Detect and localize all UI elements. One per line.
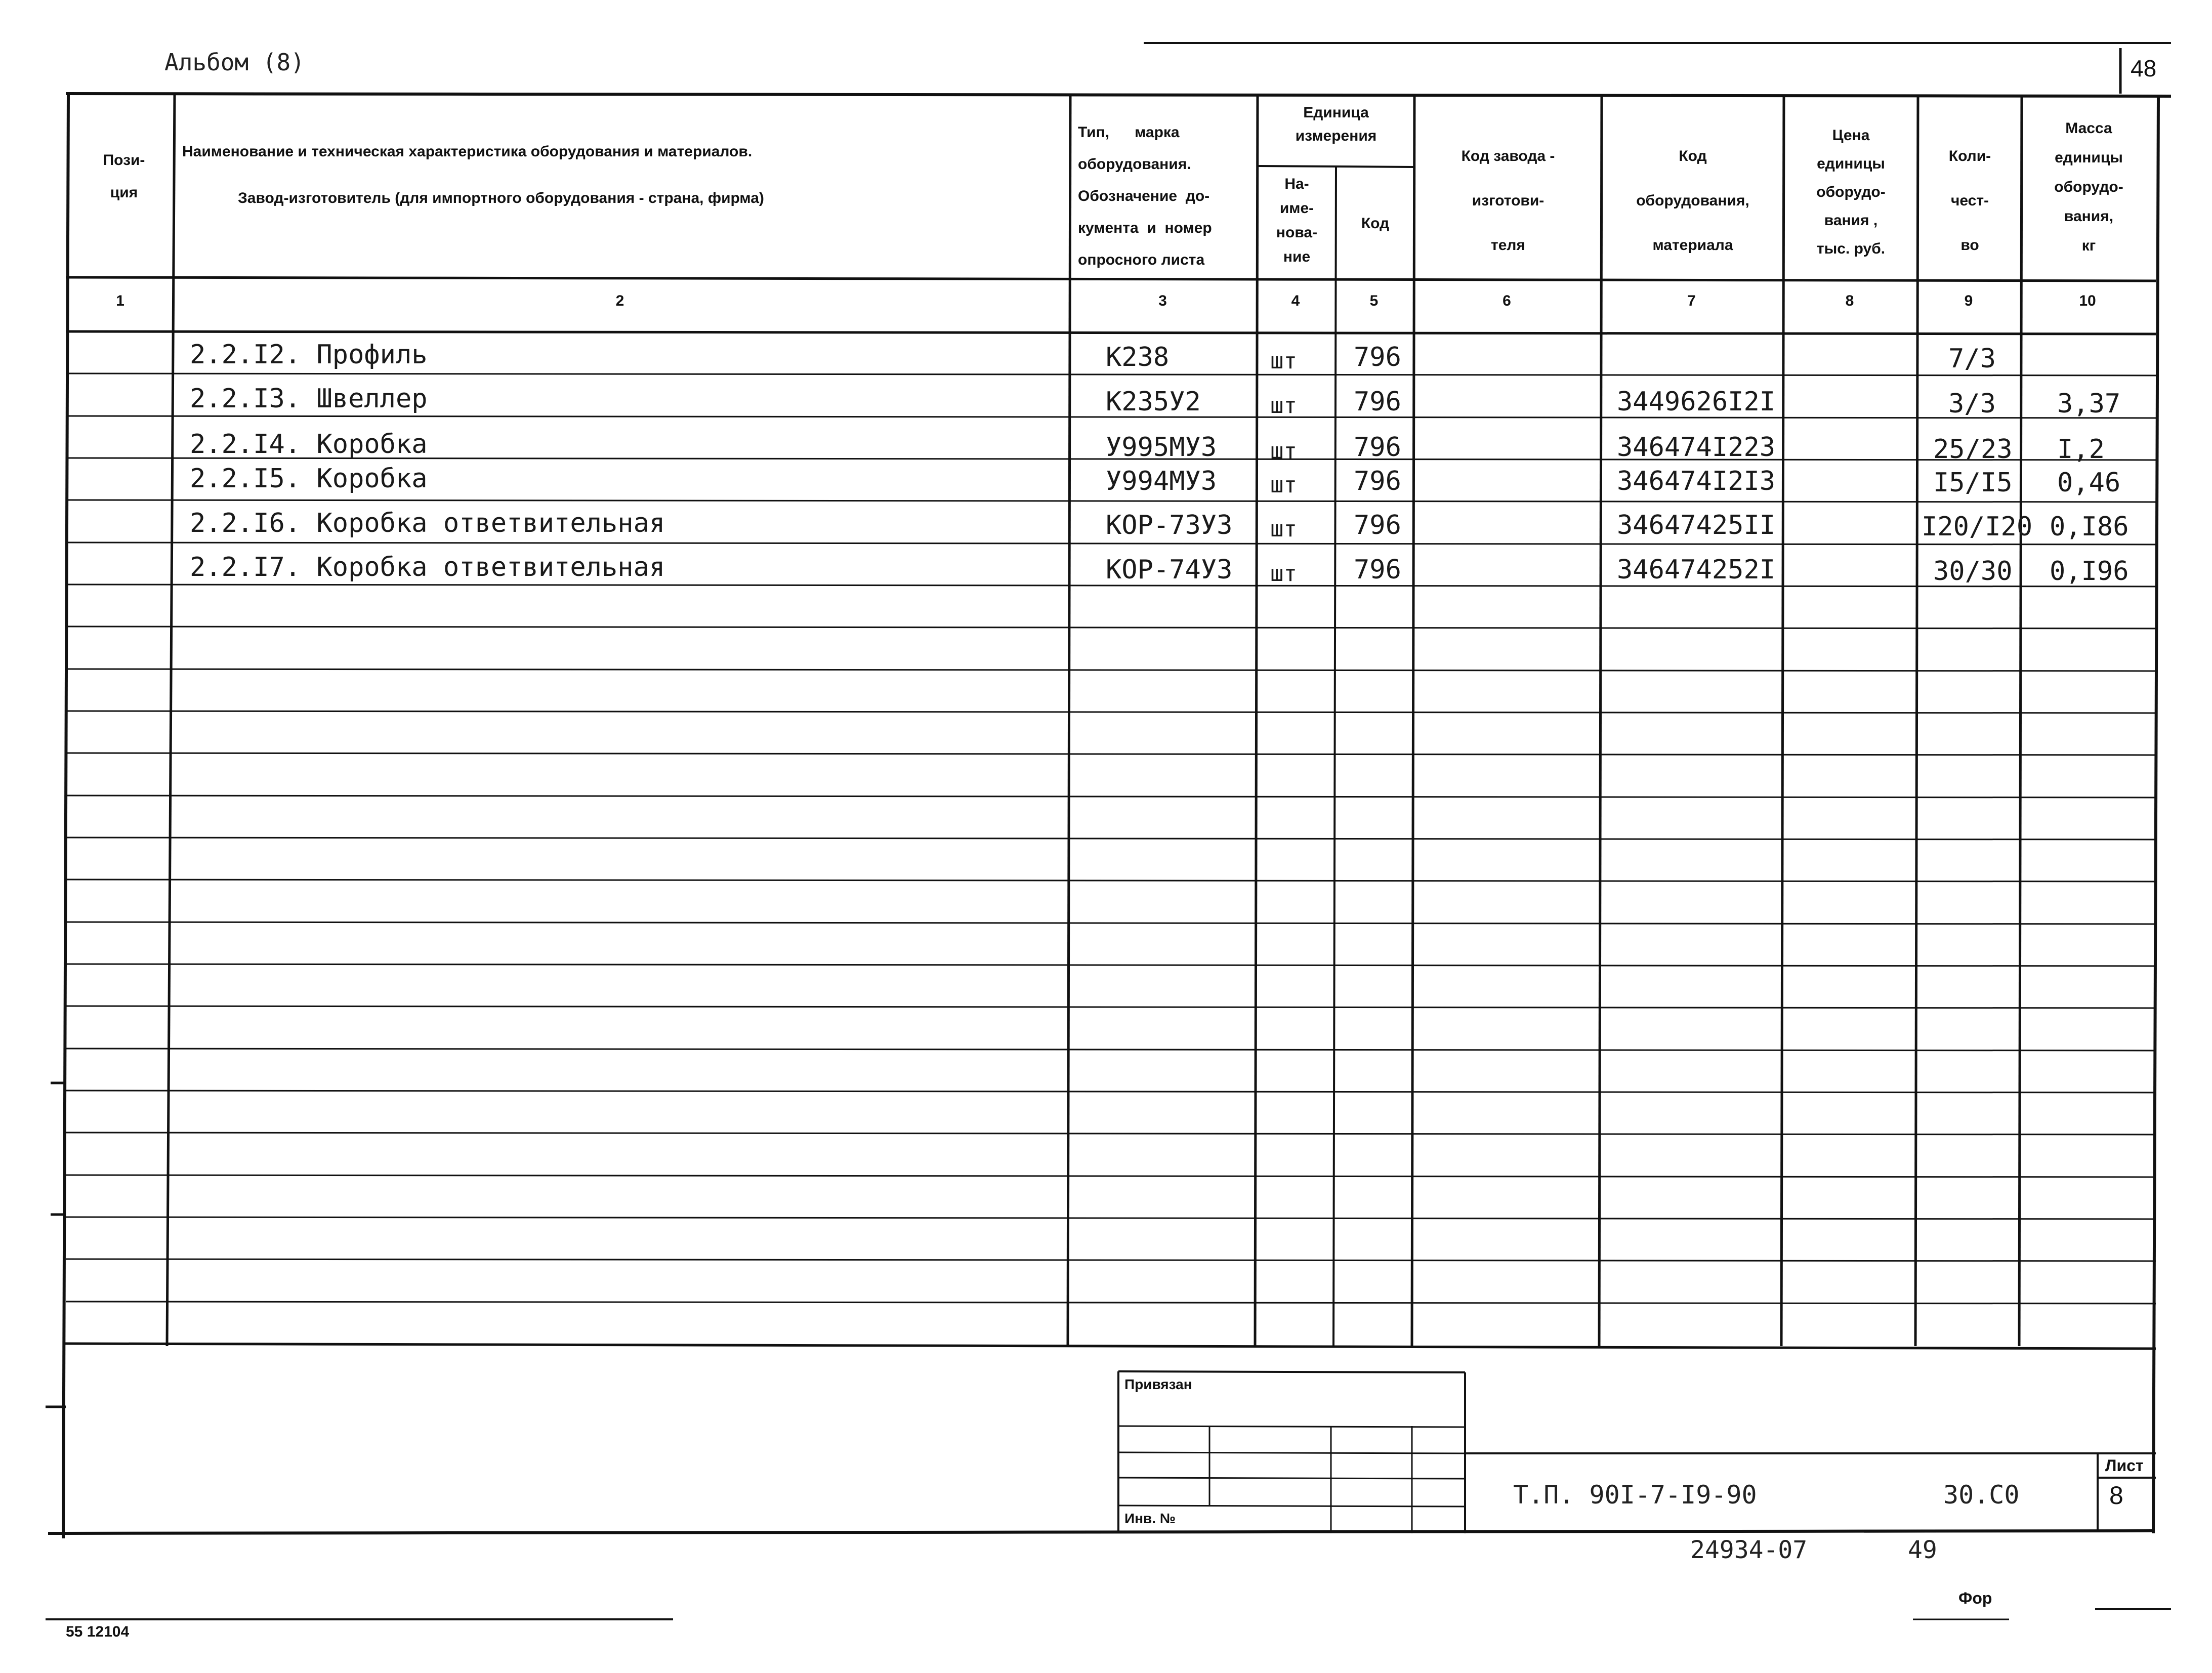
- table-row-type: У995МУ3: [1106, 432, 1217, 463]
- table-row-quantity: 3/3: [1948, 389, 1996, 419]
- table-row-unit-code: 796: [1354, 432, 1401, 463]
- archive-page: 49: [1908, 1536, 1937, 1564]
- table-row-type: К235У2: [1106, 387, 1201, 417]
- inventory-number-label: Инв. №: [1124, 1511, 1176, 1526]
- column-number: 9: [1964, 292, 1973, 309]
- table-row-type: К238: [1106, 342, 1170, 372]
- column-number: 8: [1845, 292, 1854, 309]
- column-number: 3: [1158, 292, 1167, 309]
- table-row-unit-code: 796: [1354, 466, 1401, 496]
- header-name-line2: Завод-изготовитель (для импортного оборудования - страна, фирма): [238, 190, 764, 206]
- table-row-name: 2.2.I6. Коробка ответвительная: [190, 508, 665, 538]
- header-factory-code: Код завода - изготови- теля: [1461, 148, 1555, 254]
- header-mass: Масса единицы оборудо- вания, кг: [2054, 120, 2123, 254]
- column-number: 7: [1687, 292, 1696, 309]
- column-number: 5: [1369, 292, 1379, 309]
- column-number: 1: [116, 292, 124, 309]
- table-row-unit: шт: [1270, 438, 1297, 464]
- table-row-unit: шт: [1270, 393, 1297, 419]
- table-row-mass: 0,I86: [2050, 512, 2129, 542]
- header-position: Пози- ция: [103, 152, 145, 201]
- table-row-type: КОР-73У3: [1106, 510, 1233, 540]
- archive-number: 24934-07: [1690, 1536, 1808, 1564]
- table-row-mass: 0,46: [2057, 468, 2121, 498]
- table-row-quantity: I5/I5: [1933, 468, 2013, 498]
- sheet-label: Лист: [2105, 1456, 2144, 1475]
- linked-label: Привязан: [1124, 1376, 1192, 1392]
- table-row-equipment-code: 3449626I2I: [1617, 387, 1776, 417]
- table-row-quantity: I20/I20: [1922, 512, 2033, 542]
- header-quantity: Коли- чест- во: [1948, 148, 1991, 254]
- column-number: 10: [2079, 292, 2096, 309]
- table-row-name: 2.2.I3. Швеллер: [190, 384, 428, 414]
- table-row-equipment-code: 346474I223: [1617, 432, 1776, 463]
- table-row-equipment-code: 346474252I: [1617, 555, 1776, 585]
- header-type: Тип, марка оборудования. Обозначение до- кумента и номер опросного листа: [1078, 124, 1212, 268]
- sheet-number: 8: [2109, 1481, 2123, 1510]
- table-row-unit-code: 796: [1354, 510, 1401, 540]
- header-unit-name: На- име- нова- ние: [1276, 176, 1318, 265]
- table-row-unit: шт: [1270, 516, 1297, 542]
- table-row-name: 2.2.I5. Коробка: [190, 464, 428, 494]
- table-row-quantity: 25/23: [1933, 434, 2013, 465]
- table-row-unit-code: 796: [1354, 555, 1401, 585]
- table-row-quantity: 30/30: [1933, 556, 2013, 587]
- table-row-name: 2.2.I7. Коробка ответвительная: [190, 552, 665, 582]
- table-row-equipment-code: 346474I2I3: [1617, 466, 1776, 496]
- album-label: Альбом (8): [164, 49, 305, 76]
- column-number: 4: [1291, 292, 1300, 309]
- table-row-unit: шт: [1270, 348, 1297, 374]
- table-row-mass: I,2: [2057, 434, 2105, 465]
- table-row-mass: 3,37: [2057, 389, 2121, 419]
- header-unit-group: Единица измерения: [1295, 104, 1377, 144]
- table-row-name: 2.2.I2. Профиль: [190, 340, 428, 370]
- section-code: 30.С0: [1943, 1480, 2020, 1510]
- header-equipment-code: Код оборудования, материала: [1636, 148, 1749, 254]
- table-row-unit-code: 796: [1354, 342, 1401, 372]
- table-row-mass: 0,I96: [2050, 556, 2129, 587]
- form-code: 55 12104: [66, 1623, 130, 1640]
- column-number: 6: [1503, 292, 1511, 309]
- document-code: Т.П. 90I-7-I9-90: [1513, 1480, 1757, 1510]
- table-row-type: КОР-74У3: [1106, 555, 1233, 585]
- table-row-equipment-code: 34647425II: [1617, 510, 1776, 540]
- format-label: Фор: [1958, 1589, 1992, 1607]
- column-number: 2: [615, 292, 624, 309]
- table-row-unit: шт: [1270, 561, 1297, 587]
- table-row-quantity: 7/3: [1948, 344, 1996, 374]
- header-name-line1: Наименование и техническая характеристика оборудования и материалов.: [182, 143, 753, 160]
- table-row-unit: шт: [1270, 472, 1297, 498]
- header-price: Цена единицы оборудо- вания , тыс. руб.: [1816, 127, 1886, 257]
- header-unit-code: Код: [1361, 215, 1390, 232]
- table-row-unit-code: 796: [1354, 387, 1401, 417]
- table-row-type: У994МУ3: [1106, 466, 1217, 496]
- table-row-name: 2.2.I4. Коробка: [190, 429, 428, 459]
- page-number: 48: [2131, 55, 2157, 81]
